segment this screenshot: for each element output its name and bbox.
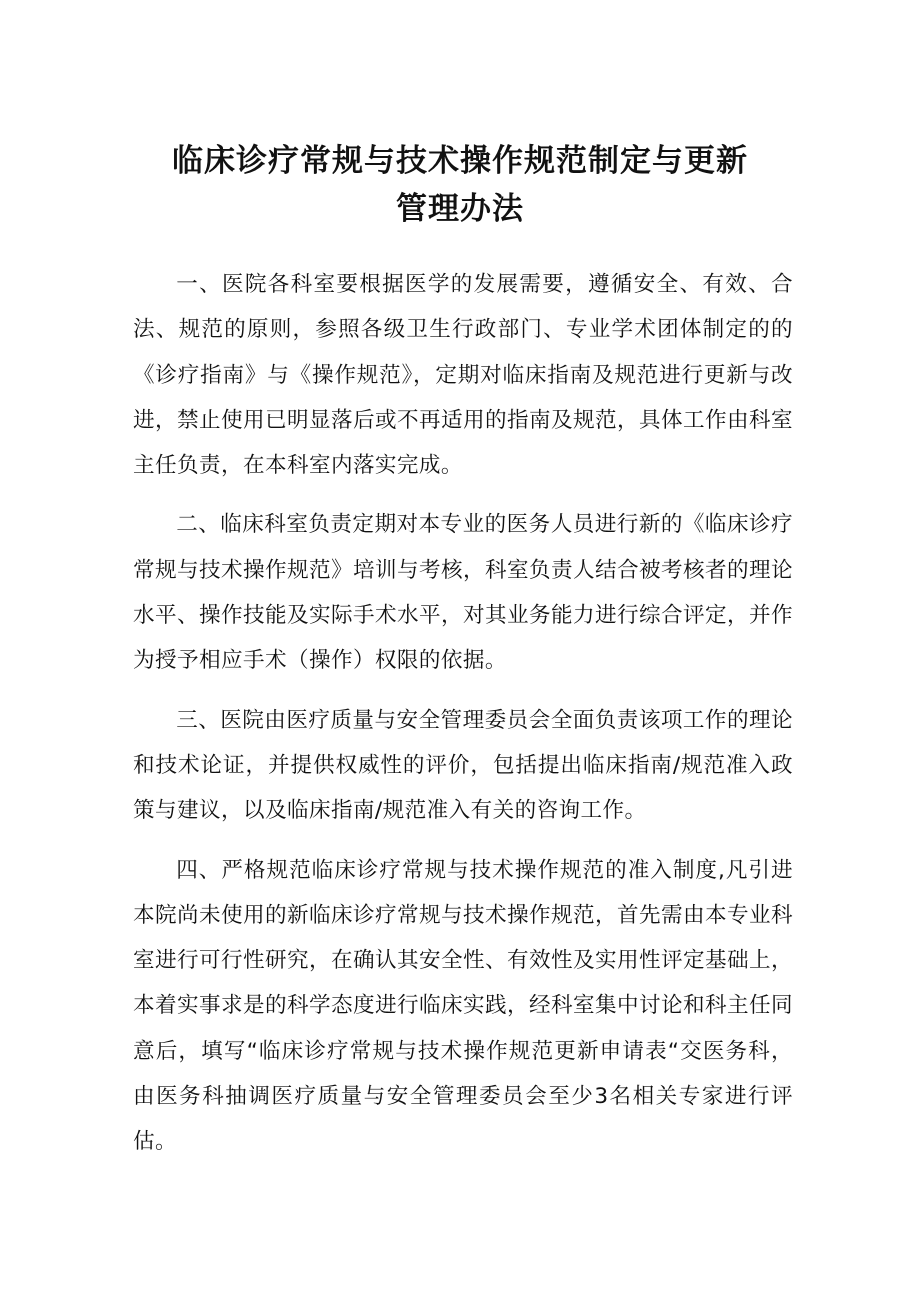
paragraph-1: 一、医院各科室要根据医学的发展需要，遵循安全、有效、合法、规范的原则，参照各级卫生行政部门、专业学术团体制定的的《诊疗指南》与《操作规范》，定期对临床指南及规范进行更新与改进，禁止使用已明显落后或不再适用的指南及规范，具体工作由科室主任负责，在本科室内落实完成。 — [133, 272, 793, 479]
document-title-line-1: 临床诊疗常规与技术操作规范制定与更新 — [172, 143, 748, 179]
paragraph-4: 四、严格规范临床诊疗常规与技术操作规范的准入制度,凡引进本院尚未使用的新临床诊疗常规与技术操作规范，首先需由本专业科室进行可行性研究，在确认其安全性、有效性及实用性评定基础上，本着实事求是的科学态度进行临床实践，经科室集中讨论和科主任同意后，填写“临床诊疗常规与技术操作规范更新申请表“交医务科，由医务科抽调医疗质量与安全管理委员会至少3名相关专家进行评估。 — [133, 857, 793, 1155]
paragraph-2: 二、临床科室负责定期对本专业的医务人员进行新的《临床诊疗常规与技术操作规范》培训与考核，科室负责人结合被考核者的理论水平、操作技能及实际手术水平，对其业务能力进行综合评定，并作为授予相应手术（操作）权限的依据。 — [133, 512, 793, 674]
paragraph-3: 三、医院由医疗质量与安全管理委员会全面负责该项工作的理论和技术论证，并提供权威性的评价，包括提出临床指南/规范准入政策与建议，以及临床指南/规范准入有关的咨询工作。 — [133, 707, 793, 824]
document-title-line-2: 管理办法 — [396, 191, 524, 227]
document-body — [133, 262, 793, 1179]
